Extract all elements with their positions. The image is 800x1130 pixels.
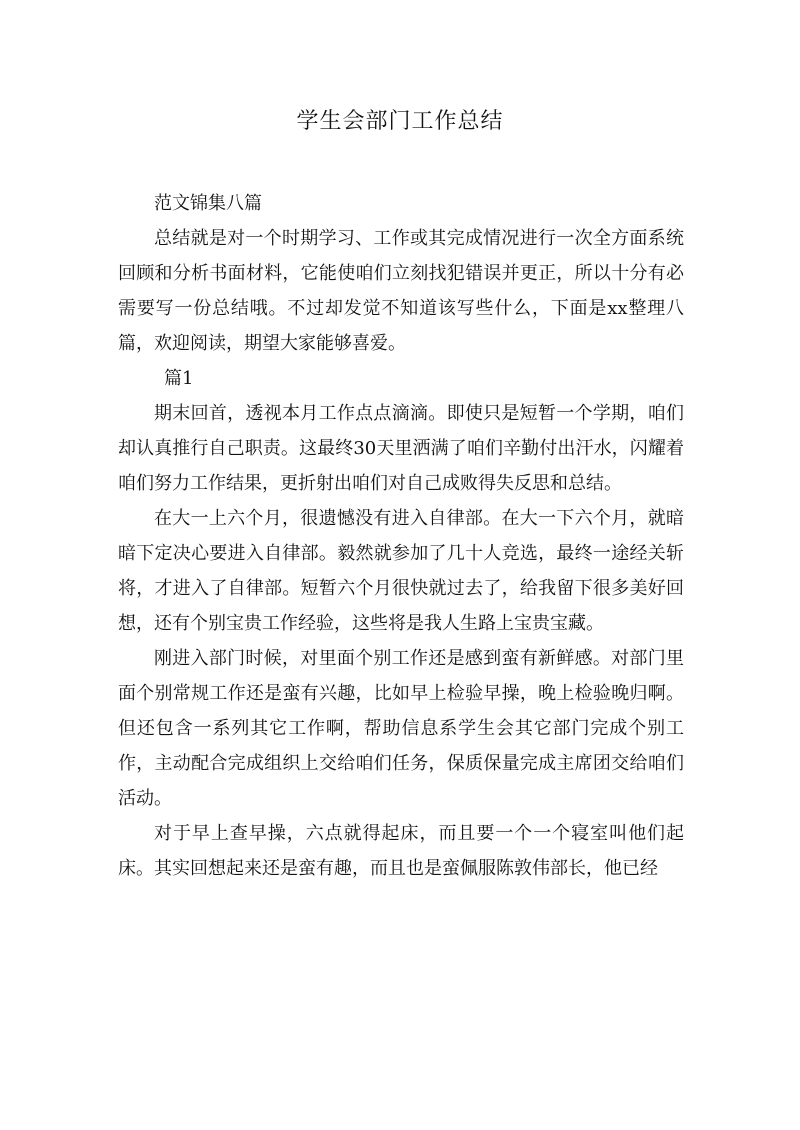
body-paragraph: 对于早上查早操，六点就得起床，而且要一个一个寝室叫他们起床。其实回想起来还是蛮有趣，而且也是蛮佩服陈敦伟部长，他已经	[118, 823, 684, 879]
document-title: 学生会部门工作总结	[296, 109, 504, 134]
body-paragraph: 在大一上六个月，很遗憾没有进入自律部。在大一下六个月，就暗暗下定决心要进入自律部。毅然就参加了几十人竞选，最终一途经关斩将，才进入了自律部。短暂六个月很快就过去了，给我留下很多美好回想，还有个别宝贵工作经验，这些将是我人生路上宝贵宝藏。	[118, 508, 684, 634]
chapter-heading: 篇1	[164, 368, 194, 389]
body-paragraph: 刚进入部门时候，对里面个别工作还是感到蛮有新鲜感。对部门里面个别常规工作还是蛮有兴趣，比如早上检验早操，晚上检验晚归啊。但还包含一系列其它工作啊，帮助信息系学生会其它部门完成个别工作，主动配合完成组织上交给咱们任务，保质保量完成主席团交给咱们活动。	[118, 648, 684, 809]
subtitle-paragraph: 范文锦集八篇	[154, 193, 262, 214]
intro-paragraph: 总结就是对一个时期学习、工作或其完成情况进行一次全方面系统回顾和分析书面材料，它能使咱们立刻找犯错误并更正，所以十分有必需要写一份总结哦。不过却发觉不知道该写些什么，下面是xx整理八篇，欢迎阅读，期望大家能够喜爱。	[118, 228, 684, 354]
document-body	[118, 186, 684, 886]
body-paragraph: 期末回首，透视本月工作点点滴滴。即使只是短暂一个学期，咱们却认真推行自己职责。这最终30天里洒满了咱们辛勤付出汗水，闪耀着咱们努力工作结果，更折射出咱们对自己成败得失反思和总结。	[118, 403, 684, 494]
